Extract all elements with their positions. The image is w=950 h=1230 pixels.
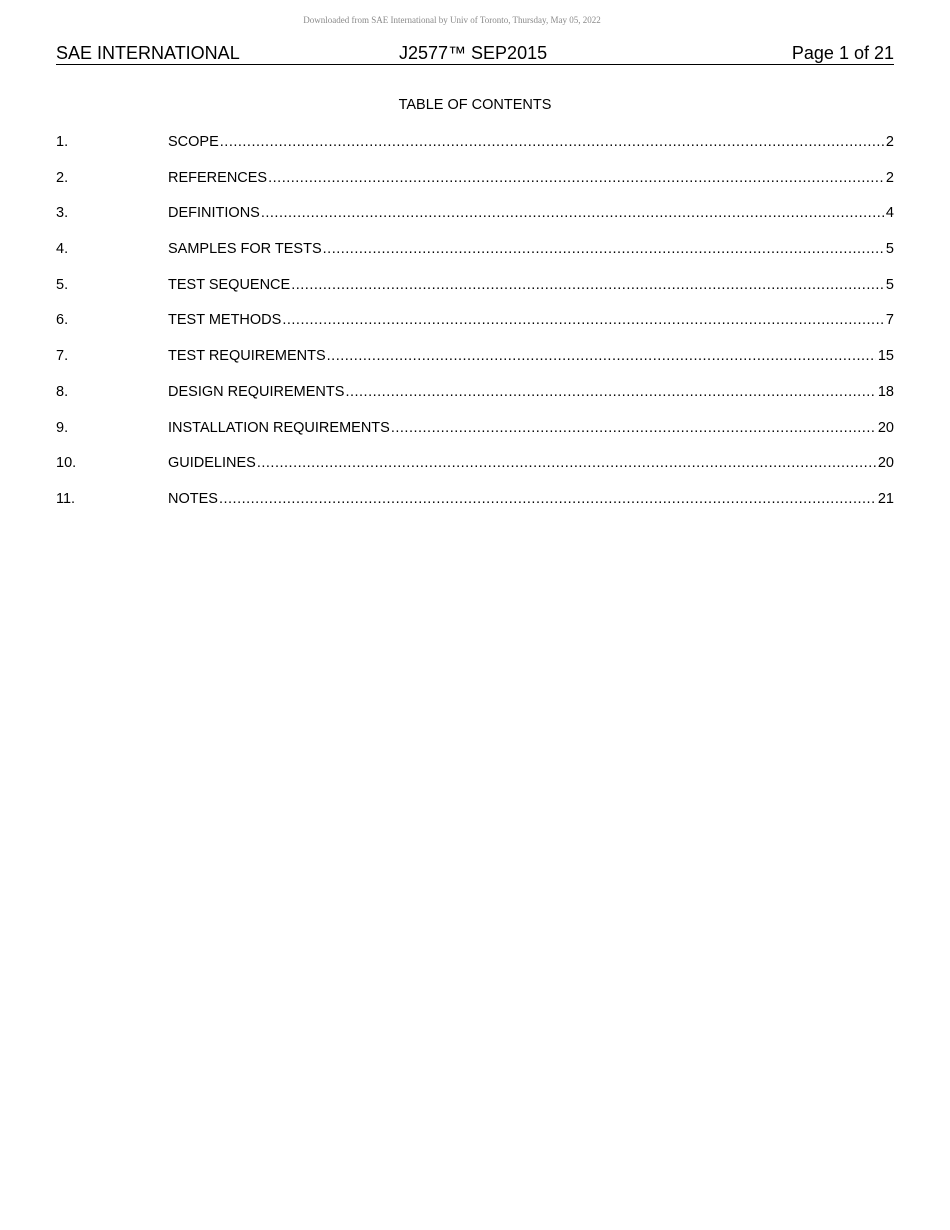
- toc-entry-page: 7: [885, 312, 894, 329]
- toc-entry-label: REFERENCES: [168, 169, 268, 186]
- toc-entry-label: DEFINITIONS: [168, 205, 260, 222]
- toc-dot-leader: [257, 454, 876, 472]
- toc-entry-page: 20: [877, 455, 894, 472]
- toc-entry-page: 15: [877, 348, 894, 365]
- toc-entry-page: 2: [885, 134, 894, 150]
- toc-entry-page: 5: [885, 241, 894, 258]
- toc-dot-leader: [323, 240, 884, 258]
- toc-dot-leader: [391, 419, 876, 437]
- toc-entry-label: SAMPLES FOR TESTS: [168, 241, 322, 258]
- toc-entry-label: INSTALLATION REQUIREMENTS: [168, 419, 390, 436]
- toc-entry-number: 4.: [56, 241, 69, 258]
- toc-entry[interactable]: [56, 383, 894, 419]
- toc-entry[interactable]: [56, 311, 894, 347]
- toc-entry-label: SCOPE: [168, 134, 219, 150]
- toc-entry-label: DESIGN REQUIREMENTS: [168, 383, 345, 400]
- toc-entry-number: 8.: [56, 383, 69, 400]
- toc-entry[interactable]: [56, 240, 894, 276]
- toc-entry[interactable]: [56, 204, 894, 240]
- download-note: Downloaded from SAE International by Univ of Toronto, Thursday, May 05, 2022: [303, 15, 601, 25]
- toc-title: TABLE OF CONTENTS: [398, 97, 552, 113]
- toc-entry[interactable]: [56, 454, 894, 490]
- toc-entry[interactable]: [56, 169, 894, 205]
- toc-entry[interactable]: [56, 419, 894, 455]
- toc-entry-number: 11.: [56, 490, 76, 507]
- toc-entry-number: 5.: [56, 276, 69, 293]
- toc-dot-leader: [282, 311, 884, 329]
- toc-entry[interactable]: [56, 276, 894, 312]
- toc-entry-page: 20: [877, 419, 894, 436]
- toc-entry-page: 21: [877, 490, 894, 507]
- toc-entry-page: 5: [885, 276, 894, 293]
- toc-dot-leader: [219, 490, 876, 508]
- toc-entry-number: 3.: [56, 205, 69, 222]
- toc-entry-number: 9.: [56, 419, 69, 436]
- toc-entry[interactable]: [56, 490, 894, 526]
- table-of-contents: [56, 133, 894, 526]
- toc-entry-label: GUIDELINES: [168, 455, 256, 472]
- toc-entry[interactable]: [56, 133, 894, 169]
- toc-dot-leader: [327, 347, 876, 365]
- toc-entry-number: 2.: [56, 169, 69, 186]
- toc-entry-page: 2: [885, 169, 894, 186]
- toc-dot-leader: [220, 133, 884, 151]
- toc-dot-leader: [268, 169, 884, 187]
- header-document-id: J2577™ SEP2015: [399, 43, 548, 63]
- toc-entry[interactable]: [56, 347, 894, 383]
- toc-entry-label: TEST REQUIREMENTS: [168, 348, 326, 365]
- header-publisher: SAE INTERNATIONAL: [56, 43, 240, 63]
- toc-entry-label: TEST METHODS: [168, 312, 282, 329]
- toc-dot-leader: [291, 276, 884, 294]
- toc-entry-page: 18: [877, 383, 894, 400]
- toc-entry-label: NOTES: [168, 490, 218, 507]
- toc-entry-number: 1.: [56, 134, 69, 150]
- header-page-number: Page 1 of 21: [791, 43, 894, 63]
- toc-entry-page: 4: [885, 205, 894, 222]
- toc-entry-number: 10.: [56, 455, 77, 472]
- toc-dot-leader: [345, 383, 875, 401]
- toc-entry-label: TEST SEQUENCE: [168, 276, 291, 293]
- toc-entry-number: 7.: [56, 348, 69, 365]
- toc-entry-number: 6.: [56, 312, 69, 329]
- page-header: [56, 42, 894, 65]
- toc-dot-leader: [261, 204, 884, 222]
